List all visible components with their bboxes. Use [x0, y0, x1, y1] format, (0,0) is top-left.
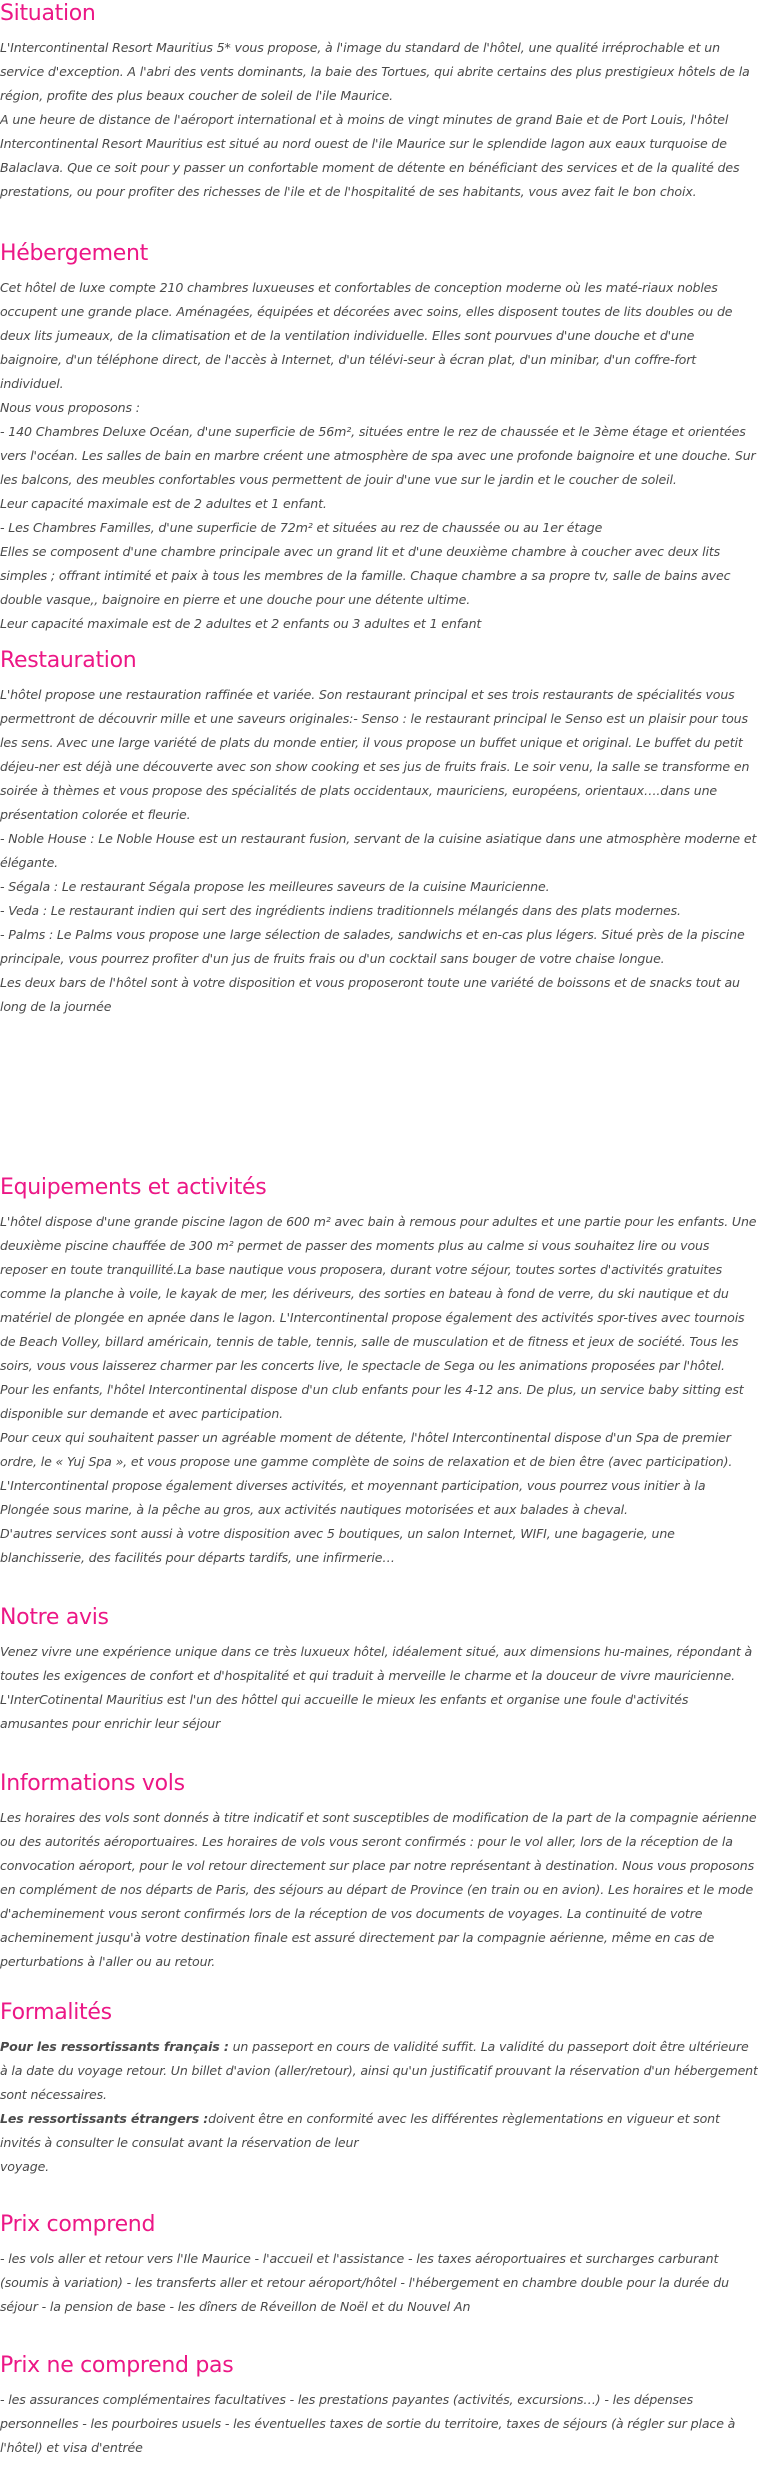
paragraph: Cet hôtel de luxe compte 210 chambres luxueuses et confortables de conception moderne où les maté-riaux nobles occupent une grande place. Aménagées, équipées et décorées avec soins, elles disposent toutes de lits doubles ou de deux lits jumeaux, de la climatisation et de la ventilation individuelle. Elles sont pourvues d'une douche et d'une baignoire, d'un téléphone direct, de l'accès à Internet, d'un télévi-seur à écran plat, d'un minibar, d'un coffre-fort individuel. — [0, 280, 733, 391]
section-avis — [0, 1604, 758, 1736]
section-prix-comprend — [0, 2211, 758, 2319]
section-body-prix-comprend — [0, 2247, 758, 2319]
section-title-formalites: Formalités — [0, 2000, 112, 2025]
text: un passeport en cours de validité suffit. La validité du passeport doit être ultérieure à la date du voyage retour. Un billet d'avion (aller/retour), ainsi qu'un justificatif prouvant la réservation d'un hébergement sont nécessaires. — [0, 2039, 758, 2102]
paragraph: - les assurances complémentaires facultatives - les prestations payantes (activités, excursions…) - les dépenses personnelles - les pourboires usuels - les éventuelles taxes de sortie du territoire, taxes de séjours (à régler sur place à l'hôtel) et visa d'entrée — [0, 2392, 736, 2455]
section-title-avis: Notre avis — [0, 1605, 109, 1630]
section-title-restauration: Restauration — [0, 648, 137, 673]
section-body-avis — [0, 1640, 758, 1736]
paragraph: Pour ceux qui souhaitent passer un agréable moment de détente, l'hôtel Intercontinental dispose d'un Spa de premier ordre, le « Yuj Spa », et vous propose une gamme complète de soins de relaxation et de bien être (avec participation). — [0, 1430, 733, 1469]
paragraph: Les horaires des vols sont donnés à titre indicatif et sont susceptibles de modification de la part de la compagnie aérienne ou des autorités aéroportuaires. Les horaires de vols vous seront confirmés : pour le vol aller, lors de la réception de la convocation aéroport, pour le vol retour directement sur place par notre représentant à destination. Nous vous proposons en complément de nos départs de Paris, des séjours au départ de Province (en train ou en avion). Les horaires et le mode d'acheminement vous seront confirmés lors de la réception de vos documents de voyages. La continuité de votre acheminement jusqu'à votre destination finale est assuré directement par la compagnie aérienne, même en cas de perturbations à l'aller ou au retour. — [0, 1810, 757, 1969]
section-body-formalites — [0, 2035, 758, 2179]
section-equipements — [0, 1174, 758, 1570]
paragraph: - Noble House : Le Noble House est un restaurant fusion, servant de la cuisine asiatique dans une atmosphère moderne et élégante. — [0, 831, 757, 870]
label-ressortissants-francais: Pour les ressortissants français : — [0, 2039, 229, 2054]
paragraph: - Les Chambres Familles, d'une superficie de 72m² et situées au rez de chaussée ou au 1er étage — [0, 520, 603, 535]
section-body-restauration — [0, 683, 758, 1019]
paragraph: D'autres services sont aussi à votre disposition avec 5 boutiques, un salon Internet, WIFI, une bagagerie, une blanchisserie, des facilités pour départs tardifs, une infirmerie… — [0, 1526, 675, 1565]
paragraph: L'Intercontinental propose également diverses activités, et moyennant participation, vous pourrez vous initier à la Plongée sous marine, à la pêche au gros, aux activités nautiques motorisées et aux balades à cheval. — [0, 1478, 706, 1517]
section-vols — [0, 1770, 758, 1974]
paragraph: L'hôtel propose une restauration raffinée et variée. Son restaurant principal et ses trois restaurants de spécialités vous permettront de découvrir mille et une saveurs originales:- Senso : le restaurant principal le Senso est un plaisir pour tous les sens. Avec une large variété de plats du monde entier, il vous propose un buffet unique et original. Le buffet du petit déjeu-ner est déjà une découverte avec son show cooking et ses jus de fruits frais. Le soir venu, la salle se transforme en soirée à thèmes et vous propose des spécialités de plats occidentaux, mauriciens, européens, orientaux….dans une présentation colorée et fleurie. — [0, 687, 750, 822]
section-body-prix-ne-comprend-pas — [0, 2388, 758, 2460]
paragraph — [0, 2035, 758, 2107]
paragraph — [0, 2107, 758, 2155]
section-title-equipements: Equipements et activités — [0, 1175, 267, 1200]
paragraph: Leur capacité maximale est de 2 adultes et 2 enfants ou 3 adultes et 1 enfant — [0, 616, 482, 631]
label-ressortissants-etrangers: Les ressortissants étrangers : — [0, 2111, 209, 2126]
paragraph: - les vols aller et retour vers l'Ile Maurice - l'accueil et l'assistance - les taxes aéroportuaires et surcharges carburant (soumis à variation) - les transferts aller et retour aéroport/hôtel - l'hébergement en chambre double pour la durée du séjour - la pension de base - les dîners de Réveillon de Noël et du Nouvel An — [0, 2251, 729, 2314]
paragraph: Leur capacité maximale est de 2 adultes et 1 enfant. — [0, 496, 327, 511]
paragraph: Nous vous proposons : — [0, 400, 140, 415]
paragraph: - 140 Chambres Deluxe Océan, d'une superficie de 56m², situées entre le rez de chaussée et le 3ème étage et orientées vers l'océan. Les salles de bain en marbre créent une atmosphère de spa avec une profonde baignoire et une douche. Sur les balcons, des meubles confortables vous permettent de jouir d'une vue sur le jardin et le coucher de soleil. — [0, 424, 756, 487]
section-title-situation: Situation — [0, 1, 96, 26]
paragraph: Pour les enfants, l'hôtel Intercontinental dispose d'un club enfants pour les 4-12 ans. De plus, un service baby sitting est disponible sur demande et avec participation. — [0, 1382, 744, 1421]
paragraph: L'hôtel dispose d'une grande piscine lagon de 600 m² avec bain à remous pour adultes et une partie pour les enfants. Une deuxième piscine chauffée de 300 m² permet de passer des moments plus au calme si vous souhaitez lire ou vous reposer en toute tranquillité.La base nautique vous proposera, durant votre séjour, toutes sortes d'activités gratuites comme la planche à voile, le kayak de mer, les dériveurs, des sorties en bateau à fond de verre, du ski nautique et du matériel de plongée en apnée dans le lagon. L'Intercontinental propose également des activités spor-tives avec tournois de Beach Volley, billard américain, tennis de table, tennis, salle de musculation et de fitness et jeux de société. Tous les soirs, vous vous laisserez charmer par les concerts live, le spectacle de Sega ou les animations proposées par l'hôtel. — [0, 1214, 757, 1373]
section-title-prix-ne-comprend-pas: Prix ne comprend pas — [0, 2353, 234, 2378]
paragraph: voyage. — [0, 2159, 50, 2174]
section-title-prix-comprend: Prix comprend — [0, 2212, 156, 2237]
section-formalites — [0, 1999, 758, 2179]
section-hebergement — [0, 240, 758, 636]
section-body-hebergement — [0, 276, 758, 636]
paragraph: L'Intercontinental Resort Mauritius 5* vous propose, à l'image du standard de l'hôtel, une qualité irréprochable et un service d'exception. A l'abri des vents dominants, la baie des Tortues, qui abrite certains des plus prestigieux hôtels de la région, profite des plus beaux coucher de soleil de l'ile Maurice. — [0, 40, 750, 103]
paragraph: A une heure de distance de l'aéroport international et à moins de vingt minutes de grand Baie et de Port Louis, l'hôtel Intercontinental Resort Mauritius est situé au nord ouest de l'ile Maurice sur le splendide lagon aux eaux turquoise de Balaclava. Que ce soit pour y passer un confortable moment de détente en bénéficiant des services et de la qualité des prestations, ou pour profiter des richesses de l'ile et de l'hospitalité de ses habitants, vous avez fait le bon choix. — [0, 112, 740, 199]
paragraph: L'InterCotinental Mauritius est l'un des hôttel qui accueille le mieux les enfants et organise une foule d'activités amusantes pour enrichir leur séjour — [0, 1692, 689, 1731]
paragraph: Les deux bars de l'hôtel sont à votre disposition et vous proposeront toute une variété de boissons et de snacks tout au long de la journée — [0, 975, 740, 1014]
paragraph: Venez vivre une expérience unique dans ce très luxueux hôtel, idéalement situé, aux dimensions hu-maines, répondant à toutes les exigences de confort et d'hospitalité et qui traduit à merveille le charme et la douceur de vivre mauricienne. — [0, 1644, 753, 1683]
section-situation — [0, 0, 758, 204]
section-body-vols — [0, 1806, 758, 1974]
section-body-equipements — [0, 1210, 758, 1570]
section-title-vols: Informations vols — [0, 1771, 185, 1796]
section-body-situation — [0, 36, 758, 204]
paragraph: - Ségala : Le restaurant Ségala propose les meilleures saveurs de la cuisine Mauricienne. — [0, 879, 550, 894]
paragraph: - Palms : Le Palms vous propose une large sélection de salades, sandwichs et en-cas plus légers. Situé près de la piscine principale, vous pourrez profiter d'un jus de fruits frais ou d'un cocktail sans bouger de votre chaise longue. — [0, 927, 745, 966]
section-restauration — [0, 647, 758, 1019]
section-title-hebergement: Hébergement — [0, 241, 148, 266]
paragraph: Elles se composent d'une chambre principale avec un grand lit et d'une deuxième chambre à coucher avec deux lits simples ; offrant intimité et paix à tous les membres de la famille. Chaque chambre a sa propre tv, salle de bains avec double vasque,, baignoire en pierre et une douche pour une détente ultime. — [0, 544, 731, 607]
text: doivent être en conformité avec les différentes règlementations en vigueur et sont invités à consulter le consulat avant la réservation de leur — [0, 2111, 720, 2150]
paragraph: - Veda : Le restaurant indien qui sert des ingrédients indiens traditionnels mélangés dans des plats modernes. — [0, 903, 681, 918]
section-prix-ne-comprend-pas — [0, 2352, 758, 2460]
